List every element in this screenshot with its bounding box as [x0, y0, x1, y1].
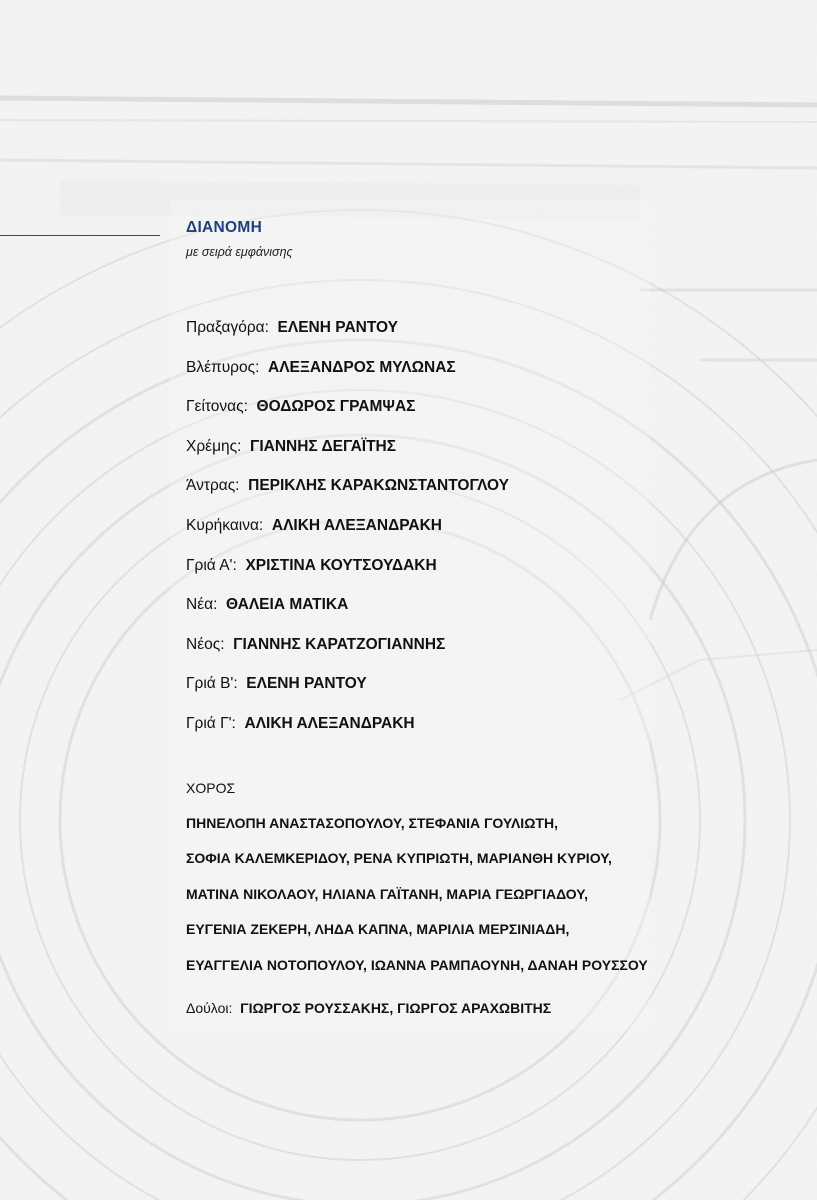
role-name: Νέα: [186, 596, 218, 614]
actor-name: ΘΑΛΕΙΑ ΜΑΤΙΚΑ [226, 596, 349, 614]
heading-rule [0, 235, 160, 236]
role-name: Άντρας: [186, 477, 240, 495]
actor-name: ΑΛΕΞΑΝΔΡΟΣ ΜΥΛΩΝΑΣ [268, 358, 456, 376]
role-name: Δούλοι: [186, 1000, 233, 1016]
slaves-entry [186, 1000, 551, 1016]
actor-name: ΘΟΔΩΡΟΣ ΓΡΑΜΨΑΣ [256, 398, 416, 416]
actor-name: ΓΙΑΝΝΗΣ ΔΕΓΑΪΤΗΣ [250, 437, 397, 455]
cast-entry [186, 398, 509, 438]
actor-name: ΑΛΙΚΗ ΑΛΕΞΑΝΔΡΑΚΗ [271, 516, 442, 534]
actor-name: ΧΡΙΣΤΙΝΑ ΚΟΥΤΣΟΥΔΑΚΗ [245, 556, 437, 574]
chorus-list [186, 815, 648, 992]
cast-entry [186, 517, 509, 557]
cast-entry [186, 557, 509, 597]
role-name: Γείτονας: [186, 398, 248, 416]
page-subtitle: με σειρά εμφάνισης [186, 245, 293, 259]
cast-entry [186, 675, 509, 715]
page-title: ΔΙΑΝΟΜΗ [186, 219, 263, 236]
actor-name: ΠΕΡΙΚΛΗΣ ΚΑΡΑΚΩΝΣΤΑΝΤΟΓΛΟΥ [248, 477, 509, 495]
cast-entry [186, 438, 509, 478]
role-name: Χρέμης: [186, 437, 242, 455]
chorus-line: ΜΑΤΙΝΑ ΝΙΚΟΛΑΟΥ, ΗΛΙΑΝΑ ΓΑΪΤΑΝΗ, ΜΑΡΙΑ ΓΕΩΡΓΙΑΔΟΥ, [186, 885, 588, 902]
cast-entry [186, 715, 509, 755]
actor-name: ΓΙΩΡΓΟΣ ΡΟΥΣΣΑΚΗΣ, ΓΙΩΡΓΟΣ ΑΡΑΧΩΒΙΤΗΣ [240, 1000, 552, 1016]
chorus-line: ΕΥΓΕΝΙΑ ΖΕΚΕΡΗ, ΛΗΔΑ ΚΑΠΝΑ, ΜΑΡΙΛΙΑ ΜΕΡΣΙΝΙΑΔΗ, [186, 921, 570, 938]
chorus-title: ΧΟΡΟΣ [186, 780, 236, 796]
actor-name: ΕΛΕΝΗ ΡΑΝΤΟΥ [277, 319, 398, 336]
cast-entry [186, 596, 509, 636]
chorus-line: ΣΟΦΙΑ ΚΑΛΕΜΚΕΡΙΔΟΥ, ΡΕΝΑ ΚΥΠΡΙΩΤΗ, ΜΑΡΙΑΝΘΗ ΚΥΡΙΟΥ, [186, 850, 612, 867]
cast-list [186, 319, 509, 755]
role-name: Γριά Α': [186, 556, 237, 574]
actor-name: ΑΛΙΚΗ ΑΛΕΞΑΝΔΡΑΚΗ [244, 714, 415, 732]
cast-entry [186, 477, 509, 517]
chorus-line: ΕΥΑΓΓΕΛΙΑ ΝΟΤΟΠΟΥΛΟΥ, ΙΩΑΝΝΑ ΡΑΜΠΑΟΥΝΗ, ΔΑΝΑΗ ΡΟΥΣΣΟΥ [186, 956, 648, 973]
cast-entry [186, 319, 509, 359]
cast-entry [186, 359, 509, 399]
role-name: Γριά Β': [186, 675, 238, 693]
actor-name: ΓΙΑΝΝΗΣ ΚΑΡΑΤΖΟΓΙΑΝΝΗΣ [233, 635, 446, 653]
role-name: Βλέπυρος: [186, 358, 260, 376]
actor-name: ΕΛΕΝΗ ΡΑΝΤΟΥ [246, 675, 367, 693]
chorus-line: ΠΗΝΕΛΟΠΗ ΑΝΑΣΤΑΣΟΠΟΥΛΟΥ, ΣΤΕΦΑΝΙΑ ΓΟΥΛΙΩΤΗ, [186, 815, 558, 831]
role-name: Γριά Γ': [186, 714, 236, 732]
role-name: Κυρήκαινα: [186, 516, 264, 534]
role-name: Πραξαγόρα: [186, 319, 269, 336]
cast-entry [186, 636, 509, 676]
role-name: Νέος: [186, 635, 225, 653]
